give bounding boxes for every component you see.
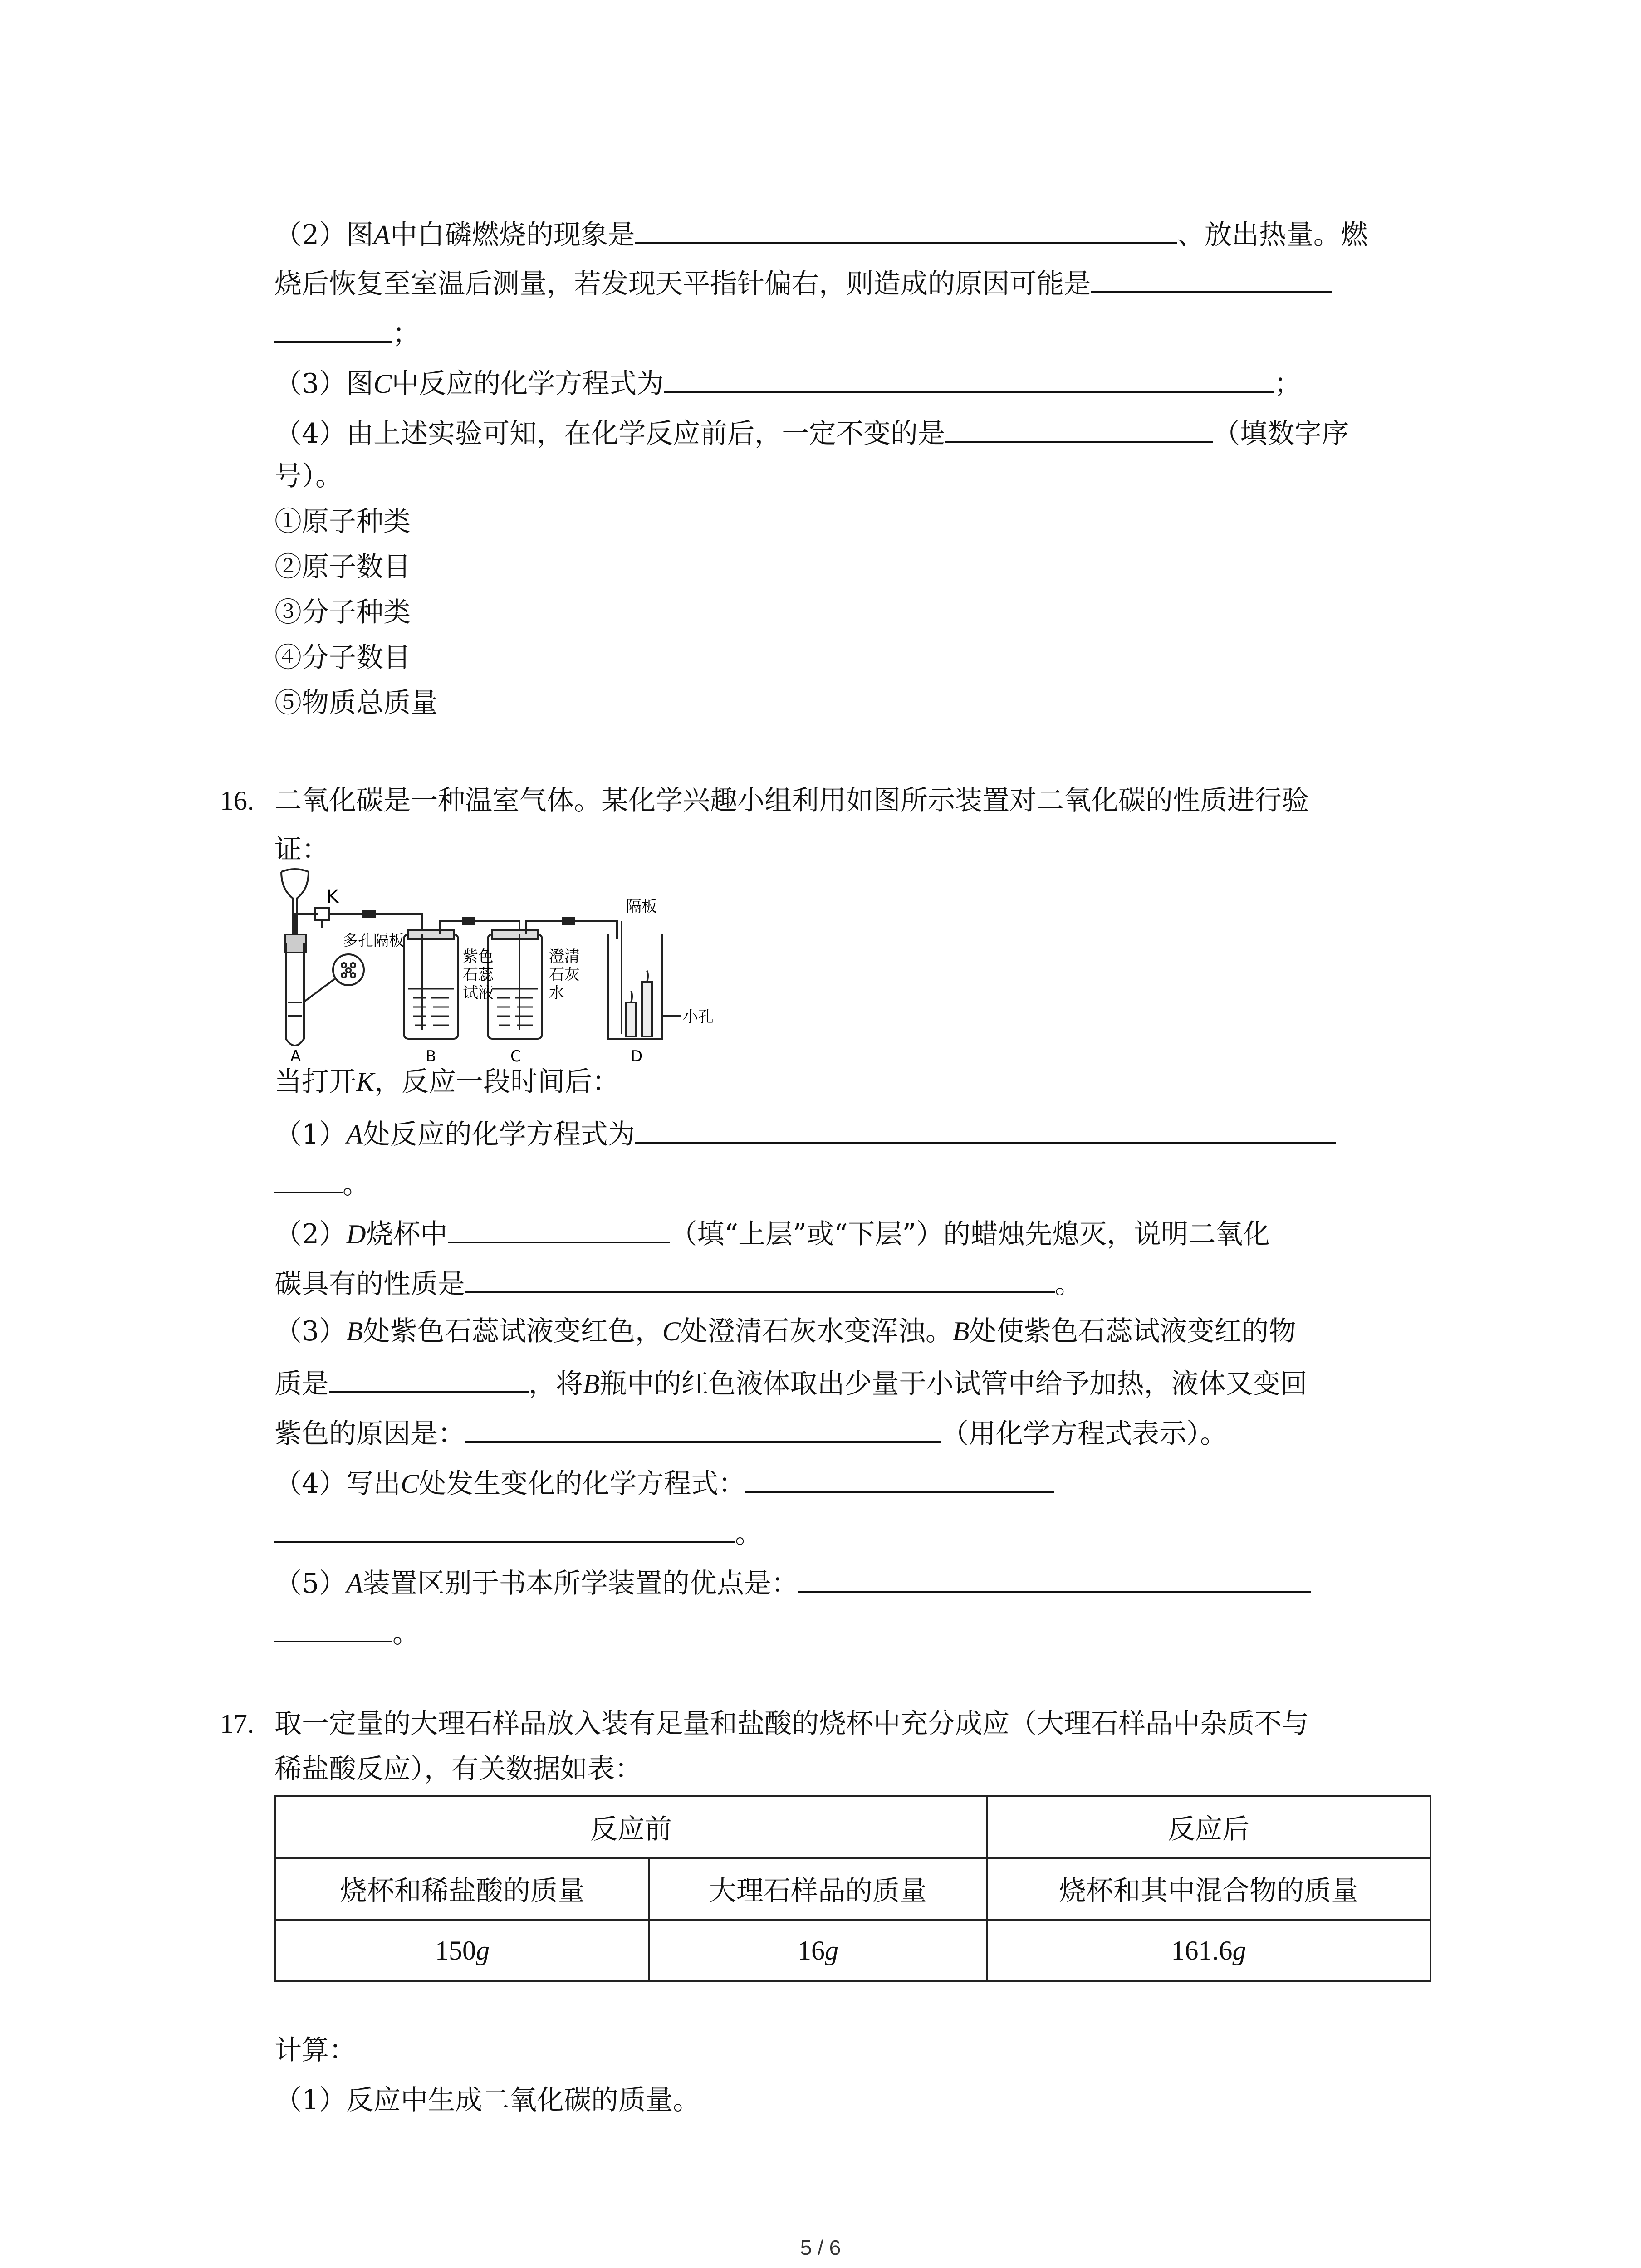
q16-part2-line2: 碳具有的性质是 。 <box>274 1263 1082 1302</box>
answer-blank[interactable] <box>635 1114 1336 1144</box>
label-litmus: 试液 <box>463 984 494 1002</box>
label-litmus: 紫色 <box>463 948 494 966</box>
value-cell: 161.6g <box>987 1920 1430 1981</box>
answer-blank[interactable] <box>635 214 1177 244</box>
answer-blank[interactable] <box>1091 263 1332 293</box>
q16-number: 16. <box>220 786 254 816</box>
q15-part3: （3）图C中反应的化学方程式为 ； <box>274 363 1301 402</box>
test-tube-a <box>286 943 304 1046</box>
label-limewater: 水 <box>549 984 564 1002</box>
q15-part4-line1: （4）由上述实验可知，在化学反应前后，一定不变的是 （填数字序 <box>274 413 1349 452</box>
q16-part2-line1: （2）D烧杯中 （填“上层”或“下层”）的蜡烛先熄灭，说明二氧化 <box>274 1213 1270 1252</box>
label-a: A <box>290 1047 301 1066</box>
q17-number: 17. <box>220 1709 254 1739</box>
q16-part3-line3: 紫色的原因是： （用化学方程式表示）。 <box>274 1413 1227 1452</box>
q17-stem-line2: 稀盐酸反应），有关数据如表： <box>274 1753 642 1785</box>
header-before: 反应前 <box>275 1796 987 1858</box>
answer-blank[interactable] <box>465 1263 1055 1293</box>
q17-part1: （1）反应中生成二氧化碳的质量。 <box>274 2084 700 2116</box>
label-limewater: 澄清 <box>549 948 580 966</box>
q16-stem-line1: 二氧化碳是一种温室气体。某化学兴趣小组利用如图所示装置对二氧化碳的性质进行验 <box>274 785 1309 816</box>
q15-option: ③分子种类 <box>274 596 411 628</box>
label-hole: 小孔 <box>683 1008 714 1026</box>
q15-option: ④分子数目 <box>274 642 411 674</box>
label-limewater: 石灰 <box>549 966 580 984</box>
q16-intro: 当打开K，反应一段时间后： <box>274 1066 620 1098</box>
col-marble: 大理石样品的质量 <box>649 1858 987 1920</box>
page-number: 5 / 6 <box>800 2236 841 2259</box>
q16-part3-line2: 质是 ，将B瓶中的红色液体取出少量于小试管中给予加热，液体又变回 <box>274 1363 1308 1402</box>
table-row <box>275 1858 1430 1920</box>
label-divider: 隔板 <box>626 898 657 916</box>
value-cell: 150g <box>275 1920 649 1981</box>
label-d: D <box>631 1047 643 1066</box>
q16-part3-line1: （3）B处紫色石蕊试液变红色，C处澄清石灰水变浑浊。B处使紫色石蕊试液变红的物 <box>274 1315 1296 1347</box>
answer-blank[interactable] <box>945 413 1213 443</box>
label-litmus: 石蕊 <box>463 966 494 984</box>
q15-option: ①原子种类 <box>274 506 411 538</box>
answer-blank[interactable] <box>274 313 392 343</box>
col-mixture: 烧杯和其中混合物的质量 <box>987 1858 1430 1920</box>
answer-blank[interactable] <box>745 1463 1054 1493</box>
q16-part1-line1: （1）A处反应的化学方程式为 <box>274 1114 1336 1153</box>
label-porous-plate: 多孔隔板 <box>343 932 404 950</box>
table-row <box>275 1920 1430 1981</box>
q16-part4-line1: （4）写出C处发生变化的化学方程式： <box>274 1463 1054 1502</box>
answer-blank[interactable] <box>448 1213 670 1243</box>
header-after: 反应后 <box>987 1796 1430 1858</box>
answer-blank[interactable] <box>465 1413 941 1443</box>
q15-part4-line2: 号）。 <box>274 460 343 492</box>
q16-stem-line2: 证： <box>274 834 329 865</box>
answer-blank[interactable] <box>664 363 1274 393</box>
q15-part2-line2: 烧后恢复至室温后测量，若发现天平指针偏右，则造成的原因可能是 <box>274 263 1332 302</box>
q15-option: ⑤物质总质量 <box>274 687 438 719</box>
q17-calc-label: 计算： <box>274 2034 356 2066</box>
q17-stem-line1: 取一定量的大理石样品放入装有足量和盐酸的烧杯中充分成应（大理石样品中杂质不与 <box>274 1708 1309 1740</box>
q16-part5-line2: 。 <box>274 1613 420 1652</box>
table-row <box>275 1796 1430 1858</box>
q15-part2-line1: （2）图A中白磷燃烧的现象是 、放出热量。燃 <box>274 214 1368 253</box>
answer-blank[interactable] <box>329 1363 529 1393</box>
answer-blank[interactable] <box>274 1163 343 1193</box>
label-k: K <box>327 886 339 907</box>
bottle-c <box>488 934 542 1039</box>
bottle-b <box>404 934 458 1039</box>
co2-apparatus-figure <box>272 866 785 1066</box>
label-c: C <box>510 1047 521 1066</box>
data-table <box>274 1795 1431 1982</box>
q16-part1-line2: 。 <box>274 1163 370 1202</box>
q16-part5-line1: （5）A装置区别于书本所学装置的优点是： <box>274 1563 1311 1602</box>
answer-blank[interactable] <box>798 1563 1311 1593</box>
value-cell: 16g <box>649 1920 987 1981</box>
answer-blank[interactable] <box>274 1613 392 1642</box>
label-b: B <box>426 1047 436 1066</box>
stopper-a <box>285 934 306 953</box>
q15-part2-line3: ； <box>274 313 420 352</box>
q15-option: ②原子数目 <box>274 551 411 583</box>
q16-part4-line2: 。 <box>274 1513 762 1552</box>
answer-blank[interactable] <box>274 1513 735 1543</box>
col-beaker-acid: 烧杯和稀盐酸的质量 <box>275 1858 649 1920</box>
porous-plate-zoom <box>333 954 364 985</box>
